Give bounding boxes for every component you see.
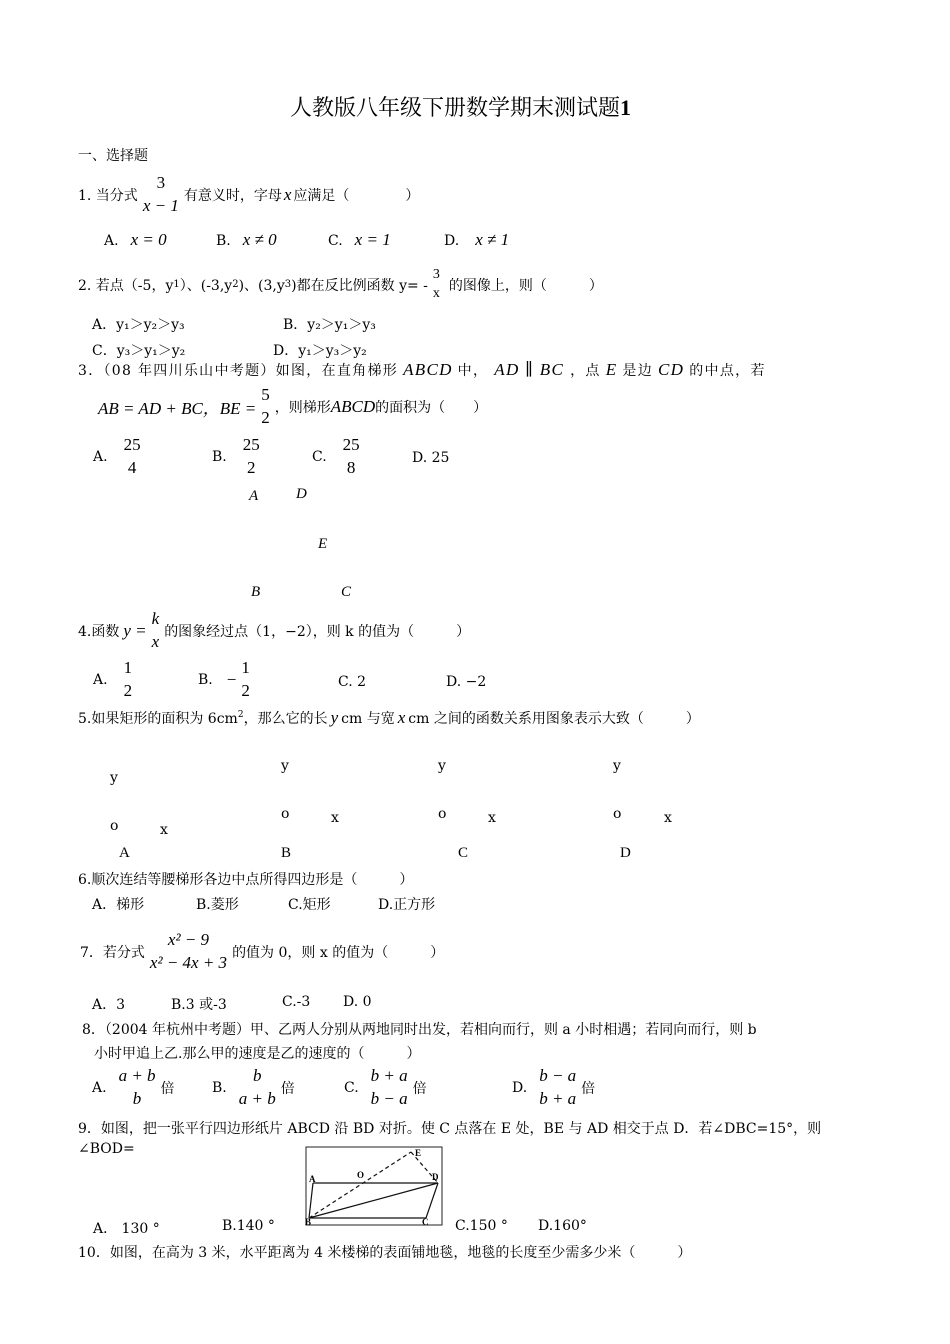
q2-sub2: 2	[232, 279, 239, 290]
q1-stem: 1. 当分式	[78, 187, 138, 204]
q4-post: 的图象经过点（1，−2），则 k 的值为（ ）	[164, 623, 471, 640]
q8-option-a	[92, 1065, 175, 1110]
q3-c-den: 8	[346, 458, 356, 477]
q1-fraction	[141, 172, 181, 217]
q1-d-label: D.	[444, 233, 460, 249]
q9-option-b: B.140 °	[222, 1218, 275, 1234]
q3-text-g: 的面积为（ ）	[375, 399, 488, 416]
q1-a-value: x = 0	[130, 230, 167, 249]
q1-b-value: x ≠ 0	[242, 230, 277, 249]
q8-a-label: A.	[92, 1079, 107, 1096]
q9-option-a: A． 130 °	[93, 1221, 160, 1237]
q9-label-a: A	[309, 1174, 316, 1184]
q2-numerator: 3	[432, 267, 440, 282]
q3-numerator: 5	[261, 385, 270, 404]
q9-side-ab	[309, 1183, 313, 1218]
q9-side-cd	[426, 1183, 438, 1218]
page-title	[290, 91, 631, 122]
q3-e: E	[605, 360, 618, 379]
q1-option-d	[444, 230, 509, 250]
q6-option-a: A．梯形	[92, 897, 145, 913]
q8-a-den: b	[132, 1089, 142, 1108]
q9-label-o: O	[357, 1170, 365, 1180]
q9-label-d: D	[432, 1172, 439, 1182]
question-9-line2: ∠BOD=	[78, 1141, 135, 1157]
q3-denominator: 2	[261, 408, 270, 427]
q7-den: x² − 4x + 3	[149, 953, 228, 972]
q3-a-num: 25	[123, 435, 141, 454]
q3-c-label: C.	[312, 448, 327, 465]
q8-c-label: C.	[344, 1079, 359, 1096]
q5-graph-b-y: y	[281, 758, 289, 774]
q4-den: x	[151, 632, 160, 651]
q5-b: ，那么它的长	[243, 711, 328, 727]
q3-a-fraction	[122, 434, 143, 479]
q7-option-d: D. 0	[343, 994, 372, 1010]
q4-a-den: 2	[123, 681, 133, 700]
q7-post: 的值为 0，则 x 的值为（ ）	[232, 944, 445, 961]
q3-a-label: A.	[93, 448, 108, 465]
question-8-line1: 8．（2004 年杭州中考题）甲、乙两人分别从两地同时出发，若相向而行，则 a 小时相遇；若同向而行，则 b	[82, 1022, 757, 1038]
q1-denominator: x − 1	[142, 196, 179, 215]
q3-b-den: 2	[247, 458, 256, 477]
q5-graph-c-o: o	[438, 806, 447, 822]
q5-graph-b-x: x	[331, 810, 339, 826]
q5-x: x	[397, 708, 406, 727]
q3-text-f: ，则梯形	[274, 399, 331, 416]
q7-fraction	[148, 929, 229, 974]
q4-num: k	[151, 609, 160, 628]
q4-option-b	[198, 657, 255, 702]
q9-option-c: C.150 °	[455, 1218, 508, 1234]
q2-option-b: B．y₂＞y₁＞y₃	[283, 317, 376, 333]
q6-option-d: D.正方形	[378, 897, 436, 913]
q1-stem-end: 应满足（ ）	[293, 187, 420, 204]
q7-option-c: C.-3	[282, 994, 311, 1010]
q7-num: x² − 9	[167, 930, 210, 949]
q4-b-num: 1	[241, 658, 250, 677]
q3-text-c: ，点	[570, 363, 601, 379]
q9-option-d: D.160°	[538, 1218, 587, 1234]
question-6: 6.顺次连结等腰梯形各边中点所得四边形是（ ）	[78, 872, 414, 888]
q2-option-c: C．y₃＞y₁＞y₂	[92, 343, 186, 359]
q3-option-b	[212, 434, 265, 479]
q1-option-b	[216, 230, 277, 250]
q5-graph-d-o: o	[613, 806, 622, 822]
q5-y: y	[330, 708, 339, 727]
q3-c-fraction	[341, 434, 362, 479]
q2-denominator: x	[432, 286, 440, 301]
q3-fraction	[259, 384, 272, 429]
q2-mid3: )都在反比例函数 y= -	[291, 277, 428, 294]
q3-ad-parallel-bc: AD ∥ BC	[494, 360, 565, 379]
q4-b-label: B.	[198, 671, 213, 688]
q4-b-sign: −	[226, 669, 237, 689]
q8-c-den: b − a	[370, 1089, 408, 1108]
title-number: 1	[620, 95, 632, 120]
q8-c-bei: 倍	[412, 1080, 427, 1097]
q3-fig-label-d: D	[296, 486, 307, 502]
question-9-line1: 9．如图，把一张平行四边形纸片 ABCD 沿 BD 对折。使 C 点落在 E 处，BE 与 AD 相交于点 D．若∠DBC=15°，则	[78, 1121, 822, 1137]
q3-c-num: 25	[342, 435, 360, 454]
q8-d-label: D.	[512, 1079, 528, 1096]
q5-graph-b-o: o	[281, 806, 290, 822]
q3-abcd: ABCD	[403, 360, 453, 379]
q2-end: 的图像上，则（ ）	[448, 277, 603, 294]
q5-label-d: D	[620, 845, 631, 861]
q3-a-den: 4	[127, 458, 137, 477]
question-4	[78, 608, 470, 653]
q8-d-bei: 倍	[581, 1080, 596, 1097]
q9-figure	[305, 1146, 443, 1226]
q3-abcd-2: ABCD	[330, 396, 376, 416]
q1-c-value: x = 1	[354, 230, 391, 249]
q8-c-num: b + a	[370, 1066, 408, 1085]
q4-b-fraction	[239, 657, 252, 702]
q7-pre: 7．若分式	[80, 944, 145, 961]
q4-a-label: A.	[93, 671, 108, 688]
question-3-line1	[78, 360, 766, 380]
q5-graph-d-y: y	[613, 758, 621, 774]
question-1	[78, 172, 419, 217]
q4-option-c: C. 2	[338, 674, 367, 690]
q1-d-value: x ≠ 1	[475, 230, 510, 249]
q2-mid2: )、(3,y	[238, 277, 285, 294]
question-10: 10．如图，在高为 3 米，水平距离为 4 米楼梯的表面铺地毯，地毯的长度至少需多少米（ ）	[78, 1245, 692, 1261]
q5-a: 5.如果矩形的面积为 6cm	[78, 711, 238, 727]
q5-graph-c-x: x	[488, 810, 496, 826]
q3-fig-label-c: C	[341, 584, 352, 600]
q4-pre: 4.函数	[78, 623, 120, 640]
q5-graph-d-x: x	[664, 810, 672, 826]
q9-diagonal-bd	[309, 1183, 438, 1218]
q7-option-a: A．3	[92, 997, 126, 1013]
q8-option-c	[344, 1065, 427, 1110]
q6-option-b: B.菱形	[196, 897, 239, 913]
q4-a-fraction	[122, 657, 135, 702]
q3-fig-label-e: E	[318, 536, 328, 552]
q4-b-den: 2	[241, 681, 250, 700]
q5-label-b: B	[281, 845, 292, 861]
q8-a-fraction	[117, 1065, 158, 1110]
q5-sup: 2	[237, 710, 244, 720]
q8-d-den: b + a	[539, 1089, 577, 1108]
q3-text-b: 中，	[457, 363, 489, 379]
question-3-line2	[98, 384, 487, 429]
q3-text-e: 的中点，若	[689, 363, 766, 379]
q5-graph-a-o: o	[110, 818, 119, 834]
question-8-line2: 小时甲追上乙.那么甲的速度是乙的速度的（ ）	[94, 1046, 421, 1062]
section-heading: 一、选择题	[78, 148, 148, 164]
q3-fig-label-b: B	[251, 584, 261, 600]
q4-option-a	[93, 657, 137, 702]
q2-sub3: 3	[284, 279, 292, 290]
q9-label-b: B	[305, 1217, 312, 1226]
q2-sub1: 1	[173, 279, 180, 290]
q1-var: x	[283, 184, 292, 204]
q3-b-num: 25	[242, 435, 260, 454]
q3-option-d: D. 25	[412, 450, 450, 466]
q8-c-fraction	[369, 1065, 410, 1110]
q5-graph-c-y: y	[438, 758, 446, 774]
q8-d-num: b − a	[539, 1066, 577, 1085]
q8-b-fraction	[237, 1065, 278, 1110]
q8-d-fraction	[537, 1065, 578, 1110]
q9-label-e: E	[415, 1148, 422, 1158]
q5-label-c: C	[458, 845, 469, 861]
title-text: 人教版八年级下册数学期末测试题	[290, 96, 621, 121]
q4-option-d: D. −2	[446, 674, 487, 690]
q1-c-label: C.	[328, 233, 343, 249]
q8-a-bei: 倍	[160, 1080, 175, 1097]
question-7	[80, 929, 444, 974]
q1-option-a	[104, 230, 167, 250]
q3-condition: AB = AD + BC，BE =	[98, 399, 257, 418]
q8-b-den: a + b	[238, 1089, 276, 1108]
q3-cd: CD	[658, 360, 685, 379]
q1-stem-post: 有意义时，字母	[183, 187, 282, 204]
q2-option-d: D．y₁＞y₃＞y₂	[273, 343, 367, 359]
q5-c: cm 与宽	[341, 711, 395, 727]
q8-b-bei: 倍	[280, 1080, 295, 1097]
q1-numerator: 3	[156, 173, 166, 192]
q2-fraction	[431, 266, 442, 303]
q1-a-label: A.	[104, 233, 119, 249]
q5-graph-a-x: x	[160, 822, 168, 838]
q8-option-b	[212, 1065, 295, 1110]
q8-a-num: a + b	[118, 1066, 156, 1085]
q3-b-fraction	[241, 434, 262, 479]
q9-label-c: C	[422, 1217, 429, 1226]
q1-option-c	[328, 230, 391, 250]
q3-fig-label-a: A	[249, 488, 259, 504]
q3-b-label: B.	[212, 448, 227, 465]
q8-b-num: b	[252, 1066, 262, 1085]
q3-option-c	[312, 434, 365, 479]
q8-option-d	[512, 1065, 595, 1110]
q4-a-num: 1	[123, 658, 133, 677]
q4-func: y =	[123, 620, 147, 640]
q6-option-c: C.矩形	[288, 897, 331, 913]
q2-option-a: A．y₁＞y₂＞y₃	[92, 317, 185, 333]
q1-b-label: B.	[216, 233, 231, 249]
question-5	[78, 708, 700, 728]
q4-fraction	[150, 608, 162, 653]
q7-option-b: B.3 或-3	[171, 997, 227, 1013]
q5-graph-a-y: y	[110, 770, 118, 786]
q9-line-be	[309, 1152, 411, 1218]
q8-b-label: B.	[212, 1079, 227, 1096]
q3-option-a	[93, 434, 146, 479]
q3-text-d: 是边	[622, 363, 654, 379]
q2-mid1: ）、(-3,y	[179, 277, 233, 294]
q5-label-a: A	[119, 845, 130, 861]
q5-d: cm 之间的函数关系用图象表示大致（ ）	[408, 711, 700, 727]
q3-text-a: 3．（08 年四川乐山中考题）如图，在直角梯形	[78, 363, 399, 379]
q2-stem: 2. 若点（-5，y	[78, 277, 174, 294]
question-2	[78, 266, 603, 303]
